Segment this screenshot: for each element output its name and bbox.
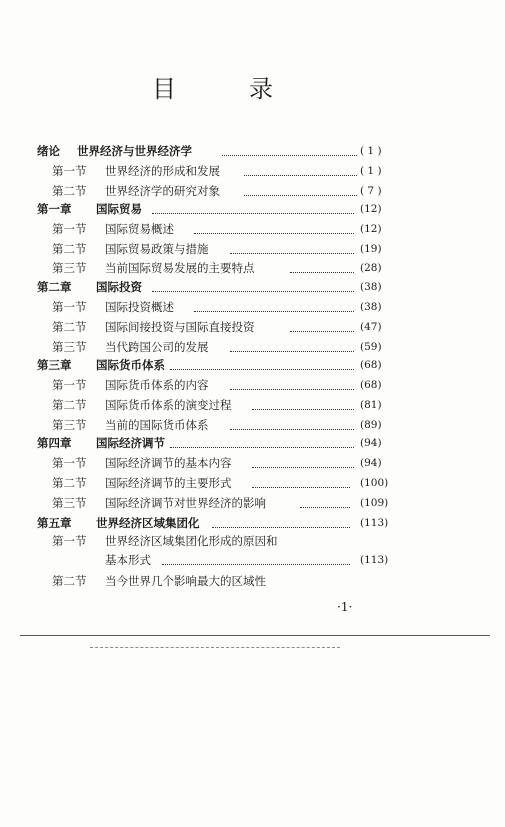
toc-entry-label: 第三节 [52,496,87,510]
toc-entry-label: 第二节 [52,574,87,588]
toc-section-row [0,162,505,180]
toc-entry-label: 第一章 [37,202,72,216]
toc-entry-label: 第二节 [52,398,87,412]
toc-heading-char-1: 目 [152,75,176,103]
bottom-rule-faint [90,647,340,648]
toc-page-number: (113) [360,517,389,529]
toc-section-row [0,416,505,434]
toc-dot-leader [300,506,350,508]
toc-entry-title: 国际经济调节的主要形式 [105,476,232,490]
toc-page-number: (94) [360,437,382,449]
toc-entry-label: 第二章 [37,280,72,294]
toc-entry-title: 国际贸易政策与措施 [105,242,209,256]
toc-section-row [0,572,505,590]
toc-entry-label: 第二节 [52,184,87,198]
toc-page-number: (47) [360,321,382,333]
toc-section-row [0,240,505,258]
toc-entry-label: 第一节 [52,378,87,392]
toc-dot-leader [252,466,354,468]
toc-page-number: (109) [360,497,389,509]
toc-section-row [0,259,505,277]
toc-entry-title: 国际货币体系的内容 [105,378,209,392]
toc-dot-leader [230,350,354,352]
toc-page-number: (81) [360,399,382,411]
toc-chapter-row [0,200,505,218]
toc-dot-leader [212,526,350,528]
toc-entry-title: 国际间接投资与国际直接投资 [105,320,255,334]
toc-page-number: ( 7 ) [360,185,382,197]
toc-entry-title: 当代跨国公司的发展 [105,340,209,354]
toc-chapter-row [0,356,505,374]
toc-dot-leader [290,271,354,273]
toc-dot-leader [230,252,354,254]
toc-dot-leader [170,368,354,370]
toc-chapter-row [0,434,505,452]
toc-section-row [0,474,505,492]
toc-page-number: ( 1 ) [360,165,382,177]
toc-dot-leader [170,446,354,448]
toc-entry-title: 当今世界几个影响最大的区域性 [105,574,266,588]
toc-entry-title: 国际投资 [96,280,142,294]
toc-chapter-row [0,278,505,296]
toc-section-row [0,376,505,394]
toc-dot-leader [162,563,350,565]
toc-chapter-row [0,514,505,532]
toc-dot-leader [230,388,354,390]
toc-section-row [0,551,505,569]
toc-dot-leader [230,428,354,430]
toc-page-number: (19) [360,243,382,255]
toc-page-number: (59) [360,341,382,353]
toc-section-row [0,532,505,550]
toc-page-number: (68) [360,359,382,371]
toc-entry-title: 当前国际贸易发展的主要特点 [105,261,255,275]
toc-dot-leader [194,310,354,312]
toc-heading-char-2: 录 [249,75,273,103]
toc-dot-leader [152,290,354,292]
toc-entry-label: 第三章 [37,358,72,372]
toc-page-number: ( 1 ) [360,145,382,157]
toc-section-row [0,338,505,356]
toc-heading [0,74,505,104]
toc-entry-title: 国际经济调节对世界经济的影响 [105,496,266,510]
toc-entry-title: 基本形式 [105,553,151,567]
toc-page-number: (100) [360,477,389,489]
toc-entry-title: 国际货币体系的演变过程 [105,398,232,412]
toc-entry-label: 第一节 [52,456,87,470]
toc-dot-leader [194,232,354,234]
toc-page-number: (38) [360,281,382,293]
toc-page-number: (113) [360,554,389,566]
toc-dot-leader [152,212,354,214]
toc-section-row [0,494,505,512]
toc-dot-leader [290,330,354,332]
toc-section-row [0,396,505,414]
toc-page-number: (38) [360,301,382,313]
toc-entry-label: 绪论 [37,144,60,158]
toc-entry-title: 世界经济区域集团化 [96,516,200,530]
toc-entry-title: 当前的国际货币体系 [105,418,209,432]
toc-page-number: (12) [360,203,382,215]
toc-entry-title: 国际货币体系 [96,358,165,372]
toc-entry-label: 第一节 [52,222,87,236]
toc-entry-title: 国际贸易 [96,202,142,216]
toc-section-row [0,220,505,238]
toc-entry-label: 第四章 [37,436,72,450]
toc-section-row [0,298,505,316]
bottom-rule [20,635,490,636]
toc-entry-label: 第一节 [52,534,87,548]
toc-page-number: (89) [360,419,382,431]
toc-dot-leader [244,194,357,196]
toc-entry-label: 第二节 [52,242,87,256]
toc-entry-title: 世界经济的形成和发展 [105,164,220,178]
toc-page-number: (68) [360,379,382,391]
toc-dot-leader [252,486,350,488]
toc-entry-label: 第二节 [52,476,87,490]
page-number: ·1· [337,600,353,614]
toc-page-number: (12) [360,223,382,235]
toc-page-number: (94) [360,457,382,469]
toc-entry-label: 第三节 [52,340,87,354]
toc-entry-label: 第三节 [52,418,87,432]
toc-dot-leader [252,408,354,410]
toc-entry-label: 第三节 [52,261,87,275]
toc-section-row [0,182,505,200]
toc-section-row [0,318,505,336]
toc-dot-leader [244,174,357,176]
toc-entry-title: 国际贸易概述 [105,222,174,236]
toc-entry-title: 世界经济区域集团化形成的原因和 [105,534,278,548]
toc-entry-title: 国际经济调节的基本内容 [105,456,232,470]
toc-entry-title: 世界经济学的研究对象 [105,184,220,198]
toc-entry-label: 第一节 [52,300,87,314]
toc-entry-title: 国际投资概述 [105,300,174,314]
toc-page-number: (28) [360,262,382,274]
toc-entry-label: 第二节 [52,320,87,334]
toc-dot-leader [222,154,357,156]
toc-entry-title: 国际经济调节 [96,436,165,450]
toc-entry-label: 第一节 [52,164,87,178]
toc-chapter-row [0,142,505,160]
toc-section-row [0,454,505,472]
toc-entry-label: 第五章 [37,516,72,530]
toc-entry-title: 世界经济与世界经济学 [77,144,192,158]
